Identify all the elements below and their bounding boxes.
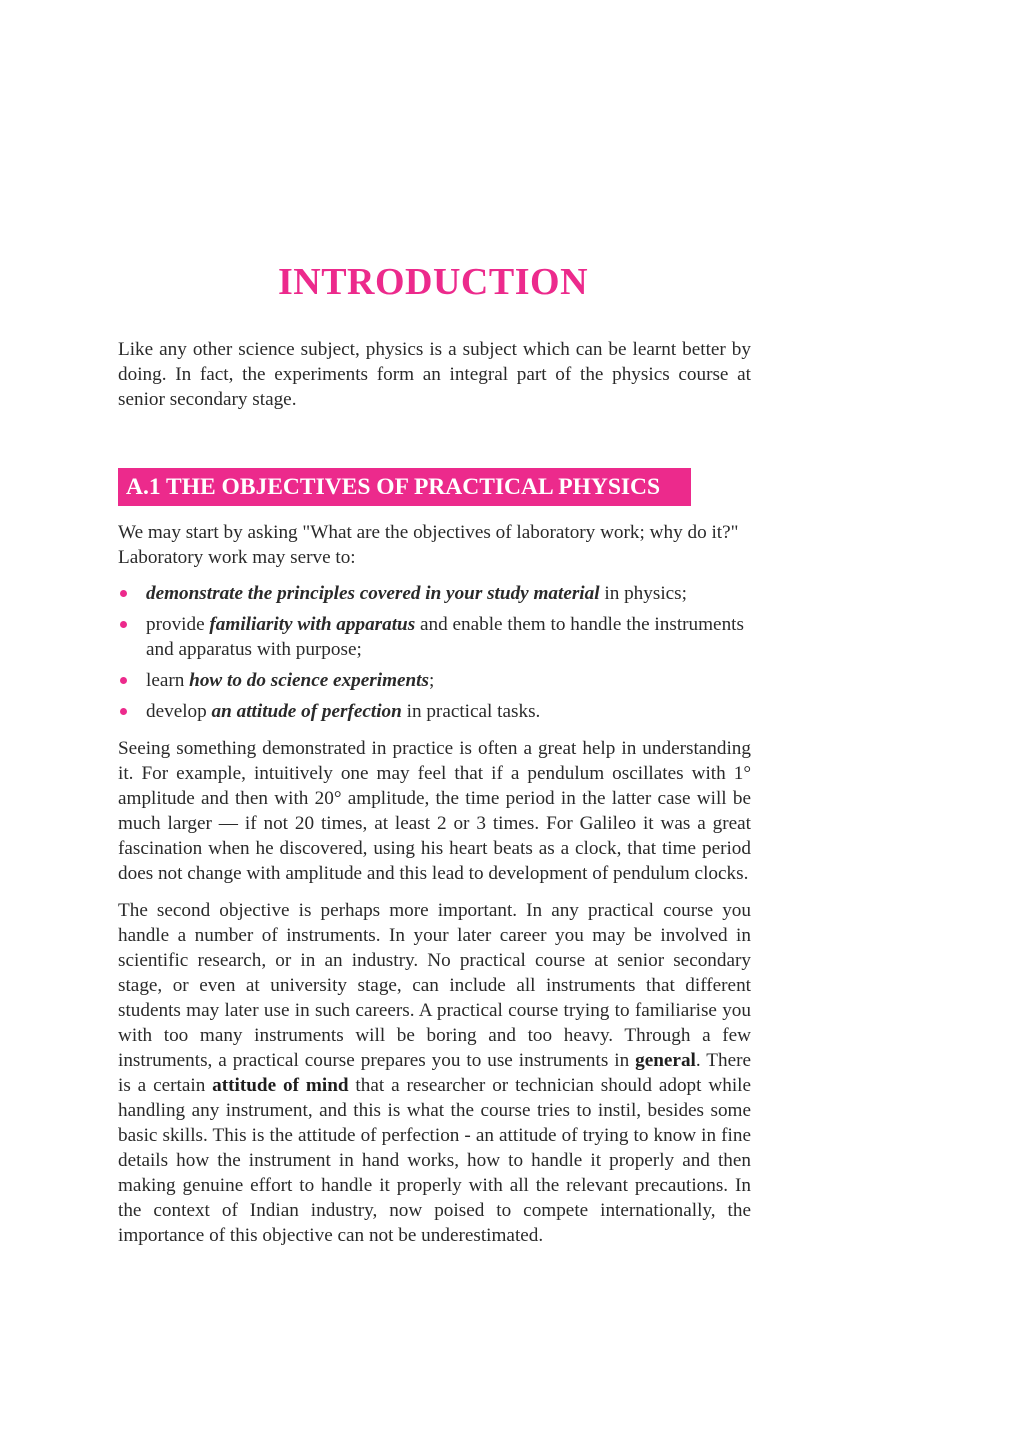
para3-bold-attitude: attitude of mind bbox=[212, 1075, 349, 1096]
section-heading-bar bbox=[118, 468, 691, 506]
bullet-emphasis: an attitude of perfection bbox=[211, 701, 402, 722]
bullet-emphasis: how to do science experiments bbox=[189, 670, 429, 691]
bullet-pre: develop bbox=[146, 701, 212, 722]
bullet-emphasis: demonstrate the principles covered in your study material bbox=[146, 583, 600, 604]
para3-text-2: . There is a certain bbox=[118, 1050, 752, 1096]
bullet-emphasis: familiarity with apparatus bbox=[209, 614, 416, 635]
bullet-dot-icon bbox=[120, 621, 127, 628]
list-item bbox=[118, 612, 751, 662]
bullet-post: in practical tasks. bbox=[401, 701, 541, 722]
bullet-dot-icon bbox=[120, 677, 127, 684]
second-objective-paragraph bbox=[118, 898, 751, 1248]
bullet-dot-icon bbox=[120, 708, 127, 715]
para3-text-3: that a researcher or technician should adopt while handling any instrument, and this is what the course tries to instil, besides some basic skills. This is the attitude of perfection - an attitude of trying to know in fine details how the instrument in hand works, how to handle it properly and then making genuine effort to handle it properly with all the relevant precautions. In the context of Indian industry, now poised to compete internationally, the importance of this objective can not be underestimated. bbox=[118, 1075, 751, 1246]
para3-text-1: The second objective is perhaps more important. In any practical course you handle a number of instruments. In your later career you may be involved in scientific research, or in an industry. No practical course at senior secondary stage, or even at university stage, can include all instruments that different students may later use in such careers. A practical course trying to familiarise you with too many instruments will be boring and too heavy. Through a few instruments, a practical course prepares you to use instruments in bbox=[118, 900, 751, 1071]
objectives-list bbox=[118, 581, 751, 730]
pendulum-paragraph: Seeing something demonstrated in practice is often a great help in understanding it. For example, intuitively one may feel that if a pendulum oscillates with 1° amplitude and then with 20° amplitude, the time period in the latter case will be much larger — if not 20 times, at least 2 or 3 times. For Galileo it was a great fascination when he discovered, using his heart beats as a clock, that time period does not change with amplitude and this lead to development of pendulum clocks. bbox=[118, 738, 751, 884]
bullet-post: in physics; bbox=[599, 583, 687, 604]
bullet-post: and enable them to handle the instruments and apparatus with purpose; bbox=[146, 614, 744, 660]
list-item bbox=[118, 668, 751, 693]
bullet-pre: learn bbox=[146, 670, 190, 691]
bullet-pre: provide bbox=[146, 614, 210, 635]
list-item bbox=[118, 699, 751, 724]
para3-bold-general: general bbox=[635, 1050, 696, 1071]
bullet-dot-icon bbox=[120, 590, 127, 597]
section-heading: A.1 THE OBJECTIVES OF PRACTICAL PHYSICS bbox=[126, 474, 661, 500]
page-title: INTRODUCTION bbox=[277, 261, 589, 303]
intro-paragraph: Like any other science subject, physics is a subject which can be learnt better by doing. In fact, the experiments form an integral part of the physics course at senior secondary stage. bbox=[118, 339, 751, 410]
list-item bbox=[118, 581, 751, 606]
bullet-post: ; bbox=[428, 670, 435, 691]
objectives-intro-paragraph: We may start by asking "What are the objectives of laboratory work; why do it?" Laboratory work may serve to: bbox=[118, 522, 739, 568]
